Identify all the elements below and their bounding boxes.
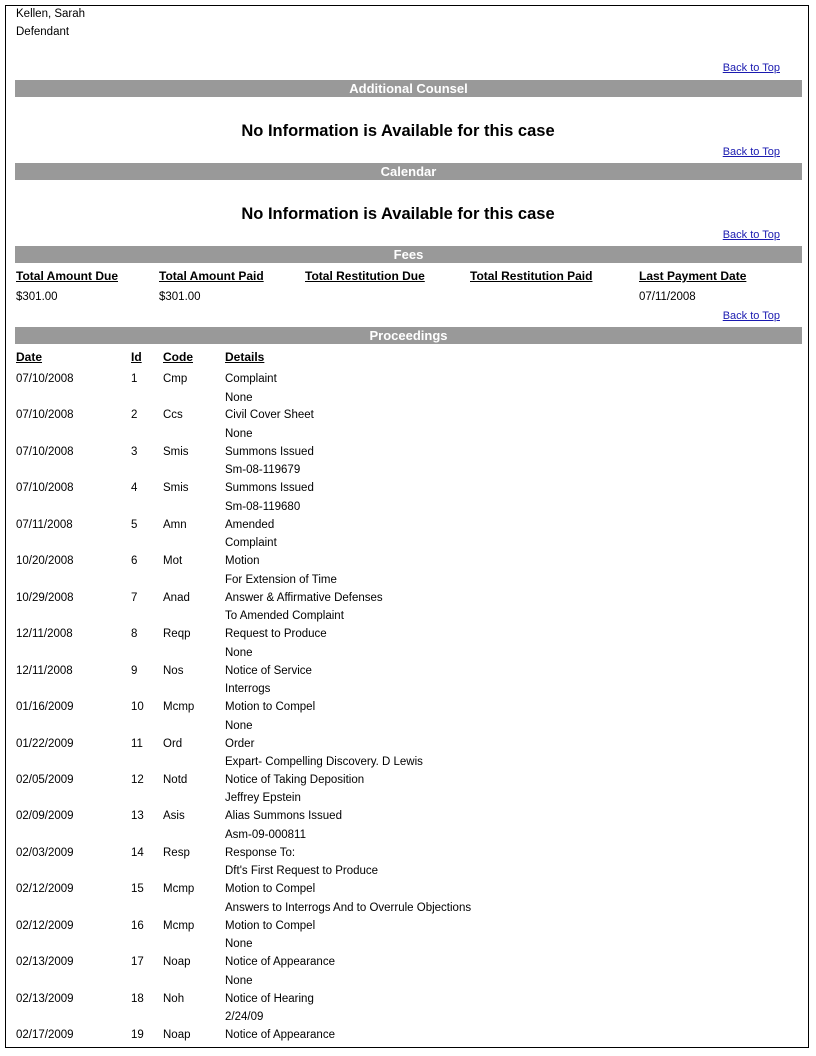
proceeding-date: 02/03/2009 (16, 846, 74, 859)
proceeding-id: 6 (131, 555, 138, 568)
proceeding-id: 7 (131, 591, 138, 604)
proceeding-date: 12/11/2008 (16, 628, 73, 641)
proceeding-code: Cmp (163, 373, 188, 385)
proceeding-detail: Notice of Service (225, 664, 312, 677)
proceeding-code: Ccs (163, 409, 183, 422)
proceeding-code: Smis (163, 445, 189, 458)
fees-header-last-payment-date: Last Payment Date (639, 269, 747, 283)
proceeding-id: 3 (131, 445, 138, 458)
proceeding-detail-note: Asm-09-000811 (225, 828, 306, 841)
proceeding-detail-note: For Extension of Time (225, 573, 337, 586)
proceeding-detail-note: None (225, 974, 253, 987)
proceeding-detail: Amended (225, 518, 275, 531)
proceedings-header-details: Details (225, 350, 265, 364)
proceeding-code: Noap (163, 956, 191, 969)
proceedings-header-id: Id (131, 350, 142, 364)
proceeding-detail-note: None (225, 391, 253, 404)
proceeding-id: 17 (131, 956, 144, 969)
fees-value-last-payment-date: 07/11/2008 (639, 291, 696, 303)
party-role: Defendant (16, 26, 70, 38)
fees-header-total-restitution-due: Total Restitution Due (305, 269, 425, 283)
section-header-additional-counsel: Additional Counsel (15, 80, 802, 97)
proceeding-detail: Notice of Taking Deposition (225, 773, 365, 786)
proceeding-detail-note: None (225, 938, 253, 951)
proceeding-date: 12/11/2008 (16, 664, 73, 677)
proceeding-date: 10/29/2008 (16, 591, 74, 604)
proceeding-id: 14 (131, 846, 144, 859)
proceeding-id: 2 (131, 409, 138, 422)
proceeding-code: Anad (163, 591, 190, 604)
fees-value-total-amount-paid: $301.00 (159, 291, 201, 303)
proceeding-code: Reqp (163, 628, 191, 641)
proceeding-date: 07/10/2008 (16, 482, 74, 495)
calendar-empty-message: No Information is Available for this case (241, 205, 555, 223)
proceeding-detail: Request to Produce (225, 628, 327, 641)
proceeding-code: Mot (163, 555, 183, 568)
proceeding-id: 9 (131, 664, 138, 677)
proceeding-detail: Alias Summons Issued (225, 810, 342, 823)
proceeding-code: Notd (163, 773, 188, 786)
document-page (5, 5, 809, 1048)
proceeding-date: 02/13/2009 (16, 956, 74, 969)
party-name: Kellen, Sarah (16, 8, 86, 20)
proceeding-detail-note: Sm-08-119679 (225, 464, 301, 477)
proceeding-date: 02/17/2009 (16, 1029, 74, 1042)
proceeding-code: Smis (163, 482, 189, 495)
proceeding-code: Asis (163, 810, 185, 823)
proceeding-detail: Order (225, 737, 255, 750)
proceeding-date: 02/09/2009 (16, 810, 74, 823)
proceeding-code: Nos (163, 664, 184, 677)
proceeding-date: 02/13/2009 (16, 992, 74, 1005)
fees-header-total-restitution-paid: Total Restitution Paid (470, 269, 593, 283)
proceeding-detail-note: Interrogs (225, 683, 271, 696)
proceeding-detail-note: None (225, 719, 253, 732)
proceeding-detail: Motion to Compel (225, 919, 316, 932)
back-to-top-link[interactable]: Back to Top (722, 229, 780, 241)
proceeding-detail: Notice of Appearance (225, 1029, 335, 1042)
proceeding-id: 1 (131, 373, 138, 385)
proceeding-date: 07/10/2008 (16, 373, 74, 385)
proceeding-code: Ord (163, 737, 183, 750)
proceeding-detail-note: None (225, 427, 253, 440)
proceeding-detail: Notice of Appearance (225, 956, 335, 969)
proceeding-code: Mcmp (163, 701, 195, 714)
proceedings-header-date: Date (16, 350, 43, 364)
proceeding-id: 10 (131, 701, 144, 714)
proceeding-code: Mcmp (163, 883, 195, 896)
proceeding-date: 07/10/2008 (16, 409, 74, 422)
proceeding-detail: Motion (225, 555, 260, 568)
proceeding-date: 02/05/2009 (16, 773, 74, 786)
proceeding-id: 15 (131, 883, 144, 896)
proceeding-id: 12 (131, 773, 144, 786)
proceedings-header-code: Code (163, 350, 193, 364)
proceeding-code: Amn (163, 518, 187, 531)
proceeding-detail-note: Expart- Compelling Discovery. D Lewis (225, 756, 423, 768)
proceeding-id: 4 (131, 482, 138, 495)
proceeding-date: 02/12/2009 (16, 883, 74, 896)
proceeding-id: 11 (131, 737, 143, 750)
proceeding-detail: Civil Cover Sheet (225, 409, 314, 422)
proceeding-code: Mcmp (163, 919, 195, 932)
back-to-top-link[interactable]: Back to Top (722, 62, 780, 74)
proceeding-date: 07/10/2008 (16, 445, 74, 458)
proceeding-id: 5 (131, 518, 138, 531)
additional-counsel-empty-message: No Information is Available for this case (241, 122, 555, 140)
proceeding-detail-note: Dft's First Request to Produce (225, 865, 379, 878)
proceeding-detail: Complaint (225, 373, 277, 385)
proceeding-id: 16 (131, 919, 144, 932)
proceeding-detail: Summons Issued (225, 482, 314, 495)
proceeding-id: 8 (131, 628, 138, 641)
fees-header-total-amount-due: Total Amount Due (16, 269, 118, 283)
back-to-top-link[interactable]: Back to Top (722, 310, 780, 322)
proceeding-detail-note: 2/24/09 (225, 1011, 264, 1024)
proceeding-detail: Response To: (225, 846, 296, 859)
proceeding-detail: Motion to Compel (225, 701, 316, 714)
fees-header-total-amount-paid: Total Amount Paid (159, 269, 264, 283)
proceeding-date: 01/22/2009 (16, 737, 74, 750)
proceeding-detail-note: To Amended Complaint (225, 610, 344, 623)
section-header-proceedings: Proceedings (15, 327, 802, 344)
fees-value-total-amount-due: $301.00 (16, 291, 58, 303)
proceeding-detail: Summons Issued (225, 445, 314, 458)
proceeding-date: 01/16/2009 (16, 701, 74, 714)
proceeding-detail-note: Sm-08-119680 (225, 500, 301, 513)
proceeding-date: 10/20/2008 (16, 555, 74, 568)
proceeding-detail: Motion to Compel (225, 883, 316, 896)
proceeding-detail: Notice of Hearing (225, 992, 314, 1005)
proceeding-id: 19 (131, 1029, 144, 1042)
proceeding-id: 18 (131, 992, 144, 1005)
proceeding-date: 07/11/2008 (16, 518, 73, 531)
section-header-calendar: Calendar (15, 163, 802, 180)
back-to-top-link[interactable]: Back to Top (722, 146, 780, 158)
proceeding-detail-note: Complaint (225, 537, 277, 550)
proceeding-date: 02/12/2009 (16, 919, 74, 932)
proceeding-detail-note: Jeffrey Epstein (225, 792, 301, 805)
proceeding-detail-note: None (225, 646, 253, 659)
section-header-fees: Fees (15, 246, 802, 263)
proceeding-detail: Answer & Affirmative Defenses (225, 591, 383, 604)
proceeding-code: Noap (163, 1029, 191, 1042)
proceeding-code: Noh (163, 992, 185, 1005)
proceeding-detail-note: Answers to Interrogs And to Overrule Objections (225, 901, 472, 914)
proceeding-code: Resp (163, 846, 190, 859)
proceeding-id: 13 (131, 810, 144, 823)
